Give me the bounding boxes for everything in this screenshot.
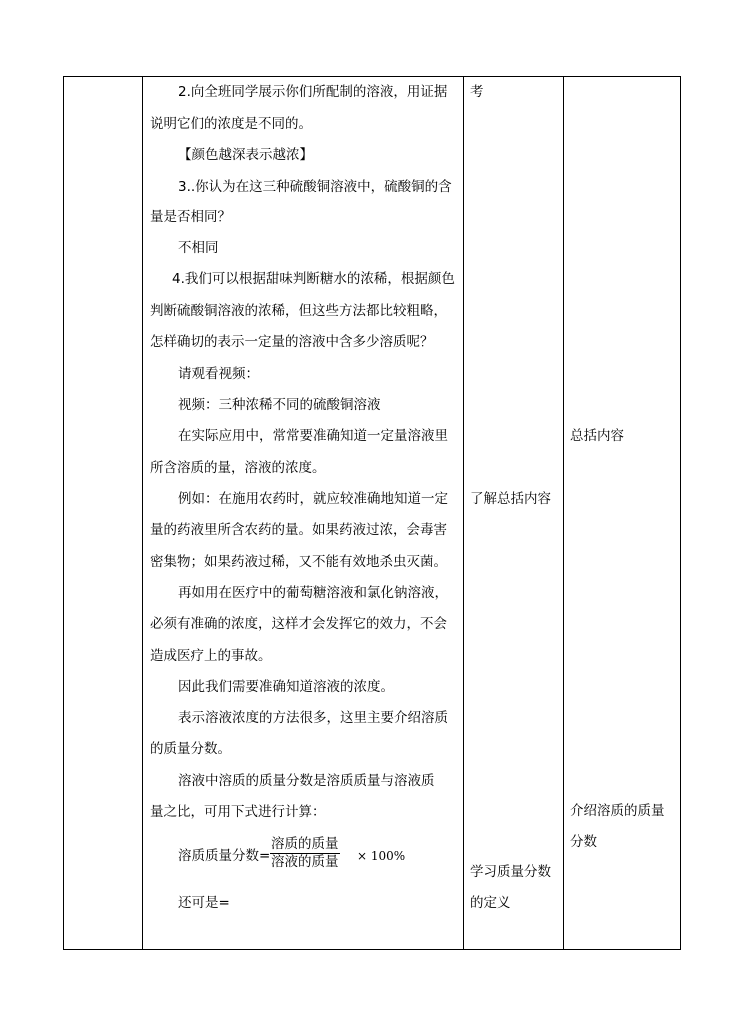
intent-note: 分数 [570, 834, 597, 850]
lesson-line: 2.向全班同学展示你们所配制的溶液，用证据 [178, 84, 448, 100]
lesson-line: 说明它们的浓度是不同的。 [150, 116, 312, 132]
intent-note: 介绍溶质的质量 [570, 803, 665, 819]
column-divider [463, 77, 464, 949]
student-note: 学习质量分数 [470, 864, 551, 880]
lesson-line: 例如：在施用农药时，就应较准确地知道一定 [178, 491, 448, 507]
lesson-line: 再如用在医疗中的葡萄糖溶液和氯化钠溶液， [178, 585, 448, 601]
lesson-line: 4.我们可以根据甜味判断糖水的浓稀，根据颜色 [172, 271, 455, 287]
lesson-line: 溶液中溶质的质量分数是溶质质量与溶液质 [178, 773, 435, 789]
lesson-line: 请观看视频： [178, 366, 259, 382]
formula-denominator: 溶液的质量 [271, 854, 339, 870]
column-divider [563, 77, 564, 949]
lesson-line: 造成医疗上的事故。 [150, 648, 272, 664]
lesson-line: 必须有准确的浓度，这样才会发挥它的效力，不会 [150, 616, 447, 632]
lesson-line: 因此我们需要准确知道溶液的浓度。 [178, 679, 394, 695]
lesson-line: 表示溶液浓度的方法很多，这里主要介绍溶质 [178, 710, 448, 726]
student-note: 考 [470, 84, 484, 100]
formula-numerator: 溶质的质量 [271, 836, 339, 852]
lesson-line: 量是否相同？ [150, 209, 231, 225]
lesson-line: 在实际应用中，常常要准确知道一定量溶液里 [178, 428, 448, 444]
lesson-line: 量的药液里所含农药的量。如果药液过浓，会毒害 [150, 522, 447, 538]
formula-label: 溶质质量分数= [178, 848, 271, 864]
lesson-line: 怎样确切的表示一定量的溶液中含多少溶质呢？ [150, 334, 434, 350]
lesson-line: 还可是= [178, 895, 230, 911]
student-note: 的定义 [470, 895, 511, 911]
lesson-line: 视频：三种浓稀不同的硫酸铜溶液 [178, 397, 381, 413]
lesson-line: 量之比，可用下式进行计算： [150, 804, 326, 820]
column-divider [142, 77, 143, 949]
formula-fraction [270, 836, 340, 871]
intent-note: 总括内容 [570, 428, 624, 444]
lesson-line: 3..你认为在这三种硫酸铜溶液中，硫酸铜的含 [178, 179, 452, 195]
lesson-line: 的质量分数。 [150, 741, 231, 757]
lesson-line: 密集物；如果药液过稀，又不能有效地杀虫灭菌。 [150, 554, 447, 570]
lesson-line: 所含溶质的量，溶液的浓度。 [150, 460, 326, 476]
student-note: 了解总括内容 [470, 491, 551, 507]
lesson-line: 判断硫酸铜溶液的浓稀，但这些方法都比较粗略， [150, 303, 447, 319]
formula-multiplier: × 100% [357, 849, 406, 863]
lesson-line: 【颜色越深表示越浓】 [178, 147, 313, 163]
lesson-line: 不相同 [178, 240, 219, 256]
